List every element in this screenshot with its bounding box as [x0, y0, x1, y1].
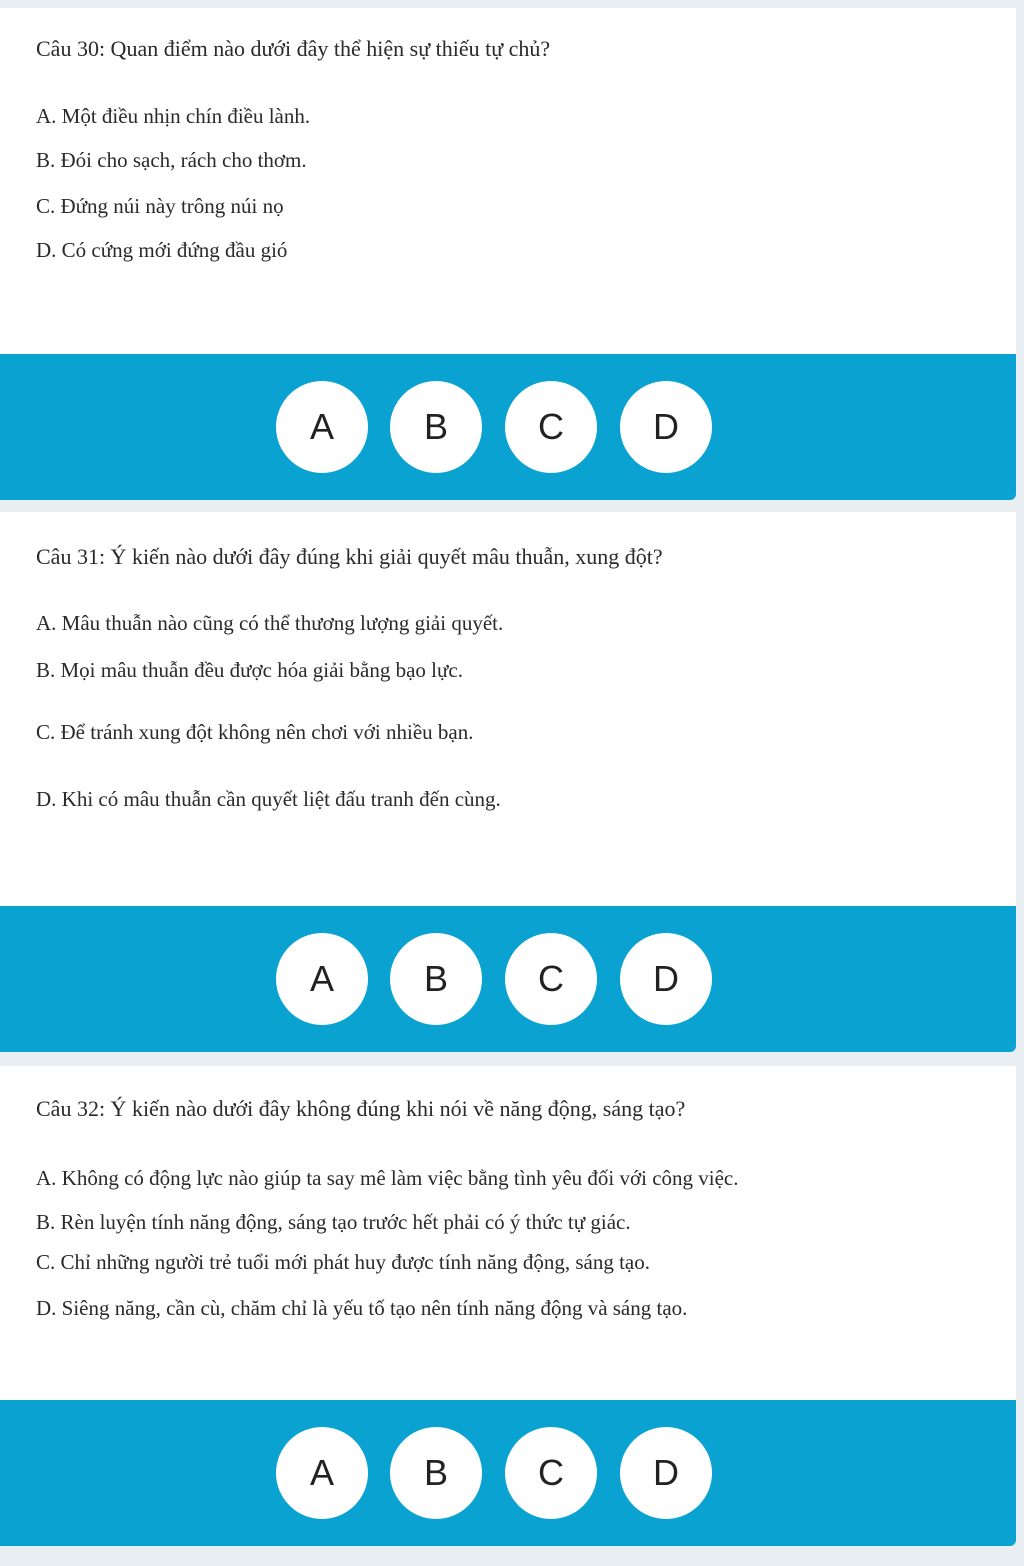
option-a: A. Không có động lực nào giúp ta say mê làm việc bằng tình yêu đối với công việc.: [36, 1166, 739, 1190]
option-a: A. Mâu thuẫn nào cũng có thể thương lượng giải quyết.: [36, 611, 504, 635]
answer-button-b[interactable]: B: [390, 381, 482, 473]
answer-button-d[interactable]: D: [620, 933, 712, 1025]
option-c: C. Chỉ những người trẻ tuổi mới phát huy được tính năng động, sáng tạo.: [36, 1250, 650, 1274]
answer-button-a[interactable]: A: [276, 381, 368, 473]
question-title: Câu 31: Ý kiến nào dưới đây đúng khi giải quyết mâu thuẫn, xung đột?: [36, 544, 663, 569]
question-title: Câu 32: Ý kiến nào dưới đây không đúng khi nói về năng động, sáng tạo?: [36, 1096, 686, 1121]
answer-button-d[interactable]: D: [620, 1427, 712, 1519]
option-d: D. Siêng năng, cần cù, chăm chỉ là yếu tố tạo nên tính năng động và sáng tạo.: [36, 1296, 688, 1320]
option-b: B. Đói cho sạch, rách cho thơm.: [36, 148, 307, 172]
question-card-31: [0, 512, 1016, 906]
option-a: A. Một điều nhịn chín điều lành.: [36, 104, 311, 128]
answer-button-a[interactable]: A: [276, 1427, 368, 1519]
answer-button-a[interactable]: A: [276, 933, 368, 1025]
option-b: B. Mọi mâu thuẫn đều được hóa giải bằng bạo lực.: [36, 658, 463, 682]
option-d: D. Có cứng mới đứng đầu gió: [36, 238, 288, 262]
question-title: Câu 30: Quan điểm nào dưới đây thể hiện sự thiếu tự chủ?: [36, 36, 551, 61]
answer-button-d[interactable]: D: [620, 381, 712, 473]
answer-button-b[interactable]: B: [390, 1427, 482, 1519]
option-b: B. Rèn luyện tính năng động, sáng tạo trước hết phải có ý thức tự giác.: [36, 1210, 631, 1234]
answer-button-c[interactable]: C: [505, 1427, 597, 1519]
answer-bar: [0, 1400, 1016, 1546]
answer-bar: [0, 906, 1016, 1052]
answer-button-c[interactable]: C: [505, 381, 597, 473]
option-c: C. Để tránh xung đột không nên chơi với nhiều bạn.: [36, 720, 474, 744]
option-c: C. Đứng núi này trông núi nọ: [36, 194, 284, 218]
answer-button-c[interactable]: C: [505, 933, 597, 1025]
option-d: D. Khi có mâu thuẫn cần quyết liệt đấu tranh đến cùng.: [36, 787, 501, 811]
answer-bar: [0, 354, 1016, 500]
answer-button-b[interactable]: B: [390, 933, 482, 1025]
